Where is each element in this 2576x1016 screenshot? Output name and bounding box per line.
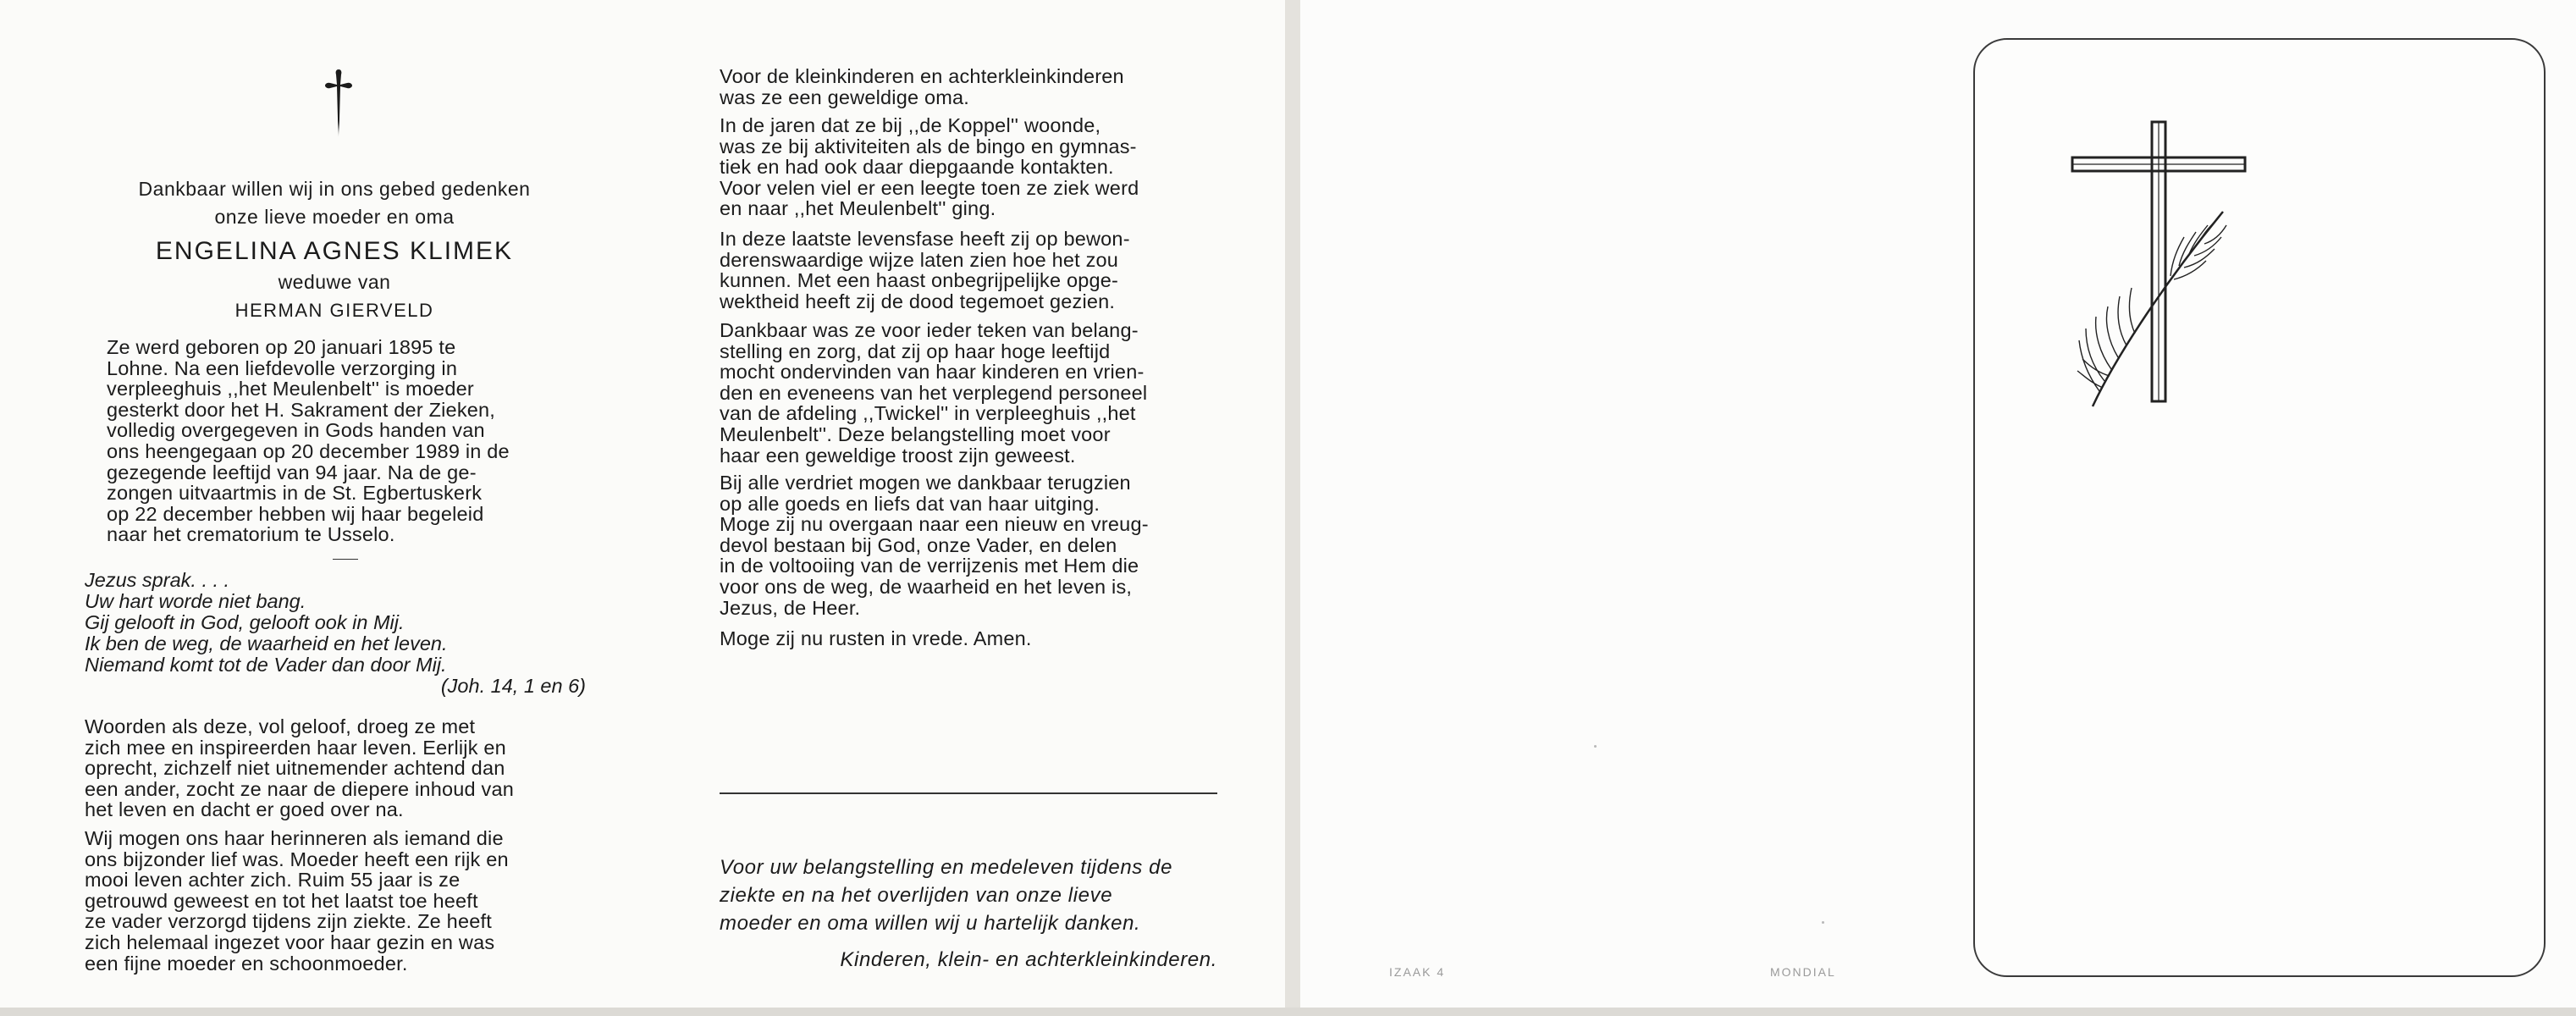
text-line: ze vader verzorgd tijdens zijn ziekte. Ze heeft — [85, 910, 492, 933]
text-line: naar het crematorium te Usselo. — [107, 523, 395, 546]
separator-dash — [333, 559, 358, 560]
text-line: kunnen. Met een haast onbegrijpelijke opge- — [720, 269, 1119, 292]
text-line: Dankbaar was ze voor ieder teken van belang- — [720, 319, 1139, 341]
text-line: ons bijzonder lief was. Moeder heeft een rijk en — [85, 848, 509, 870]
page2-paragraph-1 — [720, 66, 1217, 108]
text-line: verpleeghuis ,,het Meulenbelt'' is moeder — [107, 378, 474, 400]
page2-paragraph-2 — [720, 115, 1217, 219]
page2-paragraph-5 — [720, 472, 1217, 618]
biography-paragraph — [107, 337, 565, 545]
printer-imprint: IZAAK 4 — [1389, 965, 1446, 979]
text-line: Wij mogen ons haar herinneren als iemand die — [85, 827, 504, 849]
text-line: Lohne. Na een liefdevolle verzorging in — [107, 356, 458, 379]
quote-line: Ik ben de weg, de waarheid en het leven. — [85, 632, 448, 654]
quote-line: Niemand komt tot de Vader dan door Mij. — [85, 654, 447, 676]
text-line: een fijne moeder en schoonmoeder. — [85, 952, 408, 975]
text-line: Moge zij nu overgaan naar een nieuw en vreug- — [720, 513, 1149, 536]
text-line: Jezus, de Heer. — [720, 596, 861, 619]
text-line: het leven en dacht er goed over na. — [85, 798, 404, 821]
text-line: gezegende leeftijd van 94 jaar. Na de ge- — [107, 461, 477, 483]
text-line: wektheid heeft zij de dood tegemoet gezien. — [720, 290, 1116, 312]
husband-name: HERMAN GIERVELD — [234, 300, 434, 321]
scan-bottom-edge — [0, 1008, 2576, 1016]
quote-line: Uw hart worde niet bang. — [85, 590, 306, 612]
text-line: Voor velen viel er een leegte toen ze ziek werd — [720, 176, 1139, 199]
text-line: Woorden als deze, vol geloof, droeg ze met — [85, 715, 476, 737]
quote-line: Jezus sprak. . . . — [85, 569, 230, 591]
thanks-message — [720, 853, 1217, 937]
text-line: getrouwd geweest en tot het laatst toe heeft — [85, 889, 478, 912]
text-line: moeder en oma willen wij u hartelijk danken. — [720, 912, 1141, 935]
text-line: was ze bij aktiviteiten als de bingo en gymnas- — [720, 135, 1137, 157]
intro-line: Dankbaar willen wij in ons gebed gedenken — [138, 178, 531, 200]
text-line: Voor uw belangstelling en medeleven tijdens de — [720, 856, 1173, 879]
text-line: volledig overgegeven in Gods handen van — [107, 419, 485, 442]
family-signoff: Kinderen, klein- en achterkleinkinderen. — [840, 948, 1217, 971]
text-line: derenswaardige wijze laten zien hoe het zou — [720, 248, 1119, 271]
text-line: Meulenbelt''. Deze belangstelling moet voor — [720, 422, 1111, 445]
small-cross-icon — [322, 68, 356, 139]
text-line: ziekte en na het overlijden van onze lieve — [720, 884, 1113, 907]
text-line: Bij alle verdriet mogen we dankbaar terugzien — [720, 472, 1131, 494]
page2-paragraph-4 — [720, 320, 1217, 466]
text-line: gesterkt door het H. Sakrament der Zieken, — [107, 398, 496, 421]
text-line: devol bestaan bij God, onze Vader, en delen — [720, 533, 1117, 556]
intro-line: onze lieve moeder en oma — [214, 206, 455, 228]
text-line: Ze werd geboren op 20 januari 1895 te — [107, 336, 456, 358]
text-line: zich mee en inspireerden haar leven. Eerlijk en — [85, 736, 506, 759]
text-line: voor ons de weg, de waarheid en het leven is, — [720, 575, 1133, 598]
page2-paragraph-3 — [720, 229, 1217, 312]
text-line: tiek en had ook daar diepgaande kontakten. — [720, 156, 1114, 179]
text-line: mooi leven achter zich. Ruim 55 jaar is ze — [85, 869, 461, 892]
text-line: een ander, zocht ze naar de diepere inhoud van — [85, 777, 514, 800]
text-line: in de voltooiing van de verrijzenis met Hem die — [720, 555, 1139, 577]
page1-paragraph-2 — [85, 828, 586, 974]
quote-line: Gij gelooft in God, gelooft ook in Mij. — [85, 611, 405, 633]
publisher-imprint: MONDIAL — [1770, 965, 1836, 979]
text-line: van de afdeling ,,Twickel'' in verpleeghuis ,,het — [720, 402, 1136, 425]
text-line: mocht ondervinden van haar kinderen en vrien- — [720, 361, 1145, 384]
paper-speck — [1594, 745, 1597, 748]
text-line: In deze laatste levensfase heeft zij op bewon- — [720, 228, 1130, 250]
text-line: op alle goeds en liefs dat van haar uitging. — [720, 492, 1100, 515]
text-line: en naar ,,het Meulenbelt'' ging. — [720, 197, 996, 220]
paper-speck — [1822, 921, 1824, 924]
text-line: zongen uitvaartmis in de St. Egbertuskerk — [107, 482, 483, 505]
text-line: haar een geweldige troost zijn geweest. — [720, 444, 1076, 467]
deceased-name: ENGELINA AGNES KLIMEK — [155, 237, 514, 265]
cross-with-palm-icon — [2066, 119, 2269, 415]
text-line: den en eveneens van het verplegend personeel — [720, 381, 1148, 404]
quote-reference: (Joh. 14, 1 en 6) — [440, 675, 586, 697]
page1-paragraph-1 — [85, 716, 586, 820]
text-line: In de jaren dat ze bij ,,de Koppel'' woonde, — [720, 114, 1101, 136]
scripture-quote — [85, 570, 586, 697]
text-line: op 22 december hebben wij haar begeleid — [107, 502, 484, 525]
text-line: Voor de kleinkinderen en achterkleinkinderen — [720, 65, 1124, 87]
text-line: stelling en zorg, dat zij op haar hoge leeftijd — [720, 340, 1111, 362]
text-line: ons heengegaan op 20 december 1989 in de — [107, 439, 510, 462]
page-gap — [1285, 0, 1300, 1016]
intro-block — [85, 175, 584, 324]
horizontal-rule — [720, 792, 1217, 794]
text-line: was ze een geweldige oma. — [720, 86, 970, 108]
widow-of-label: weduwe van — [278, 271, 391, 293]
closing-prayer: Moge zij nu rusten in vrede. Amen. — [720, 627, 1032, 649]
text-line: zich helemaal ingezet voor haar gezin en was — [85, 930, 495, 953]
text-line: oprecht, zichzelf niet uitnemender achtend dan — [85, 757, 505, 780]
